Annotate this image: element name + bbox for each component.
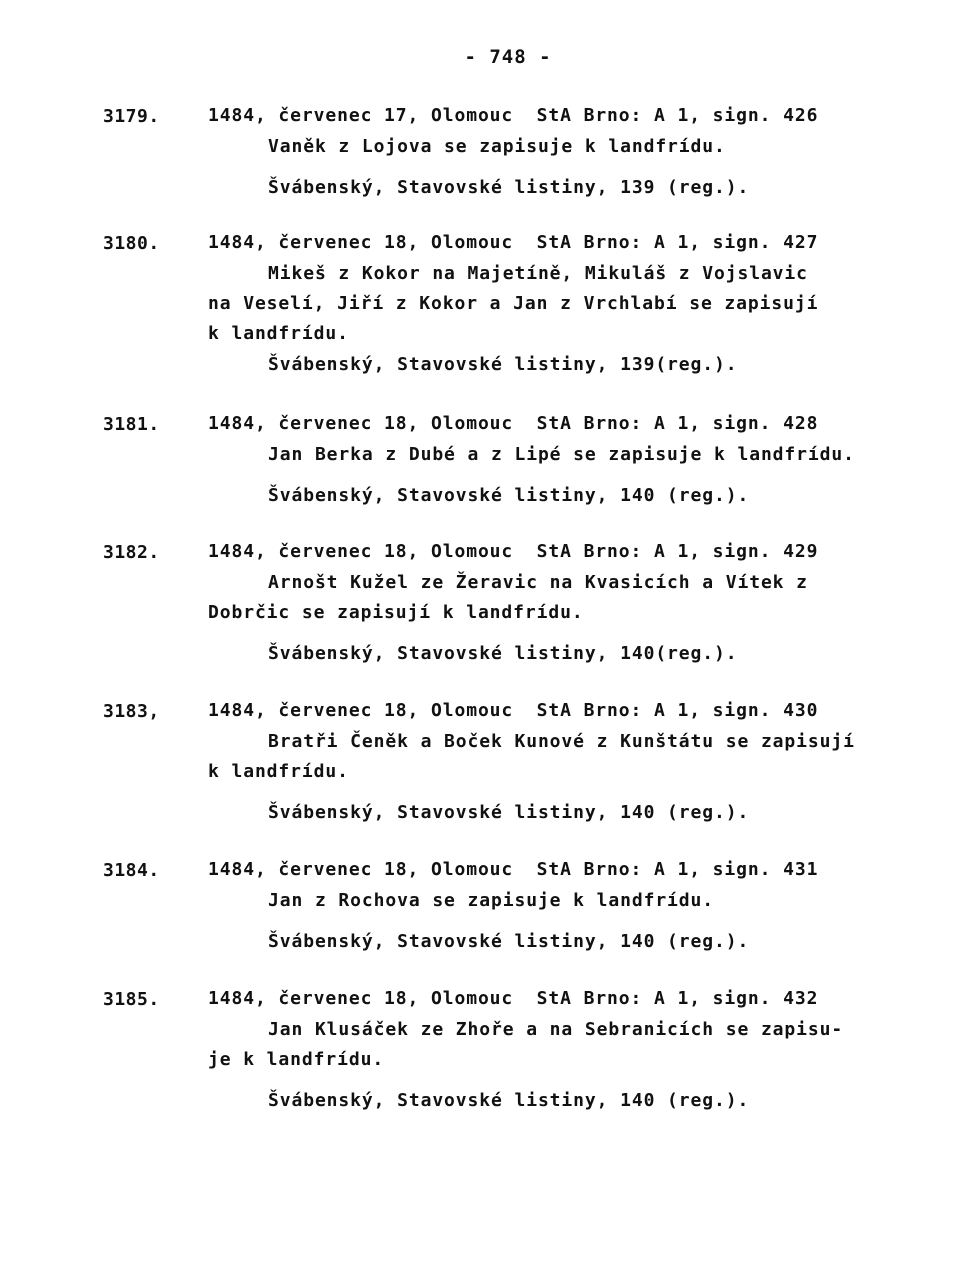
entry-number: 3181. bbox=[103, 414, 160, 435]
entry-header-line: 1484, červenec 18, Olomouc StA Brno: A 1, sign. 429 bbox=[208, 541, 819, 562]
entry-text-line: Mikeš z Kokor na Majetíně, Mikuláš z Vojslavic bbox=[268, 263, 808, 284]
entry-citation: Švábenský, Stavovské listiny, 139(reg.). bbox=[268, 354, 738, 375]
entry-header-line: 1484, červenec 18, Olomouc StA Brno: A 1, sign. 428 bbox=[208, 413, 819, 434]
entry-text-line: Dobrčic se zapisují k landfrídu. bbox=[208, 602, 584, 623]
entry-citation: Švábenský, Stavovské listiny, 140(reg.). bbox=[268, 643, 738, 664]
entry-header-line: 1484, červenec 18, Olomouc StA Brno: A 1, sign. 432 bbox=[208, 988, 819, 1009]
entry-number: 3184. bbox=[103, 860, 160, 881]
entry-text-line: k landfrídu. bbox=[208, 761, 349, 782]
entry-text-line: je k landfrídu. bbox=[208, 1049, 385, 1070]
entry-citation: Švábenský, Stavovské listiny, 140 (reg.). bbox=[268, 802, 750, 823]
entry-text-line: Vaněk z Lojova se zapisuje k landfrídu. bbox=[268, 136, 726, 157]
entry-citation: Švábenský, Stavovské listiny, 139 (reg.). bbox=[268, 177, 750, 198]
entry-number: 3183, bbox=[103, 701, 160, 722]
entry-number: 3179. bbox=[103, 106, 160, 127]
entry-text-line: na Veselí, Jiří z Kokor a Jan z Vrchlabí se zapisují bbox=[208, 293, 819, 314]
entry-header-line: 1484, červenec 18, Olomouc StA Brno: A 1, sign. 427 bbox=[208, 232, 819, 253]
entry-citation: Švábenský, Stavovské listiny, 140 (reg.). bbox=[268, 931, 750, 952]
entry-text-line: Jan Berka z Dubé a z Lipé se zapisuje k landfrídu. bbox=[268, 444, 855, 465]
entry-text-line: Bratři Čeněk a Boček Kunové z Kunštátu se zapisují bbox=[268, 731, 855, 752]
page-number: - 748 - bbox=[464, 46, 552, 68]
entry-number: 3182. bbox=[103, 542, 160, 563]
entry-number: 3185. bbox=[103, 989, 160, 1010]
entry-header-line: 1484, červenec 17, Olomouc StA Brno: A 1, sign. 426 bbox=[208, 105, 819, 126]
entry-header-line: 1484, červenec 18, Olomouc StA Brno: A 1, sign. 431 bbox=[208, 859, 819, 880]
entry-text-line: Jan Klusáček ze Zhoře a na Sebranicích se zapisu- bbox=[268, 1019, 844, 1040]
entry-text-line: k landfrídu. bbox=[208, 323, 349, 344]
entry-text-line: Arnošt Kužel ze Žeravic na Kvasicích a Vítek z bbox=[268, 572, 808, 593]
entry-number: 3180. bbox=[103, 233, 160, 254]
entry-text-line: Jan z Rochova se zapisuje k landfrídu. bbox=[268, 890, 715, 911]
entry-citation: Švábenský, Stavovské listiny, 140 (reg.). bbox=[268, 485, 750, 506]
entry-header-line: 1484, červenec 18, Olomouc StA Brno: A 1, sign. 430 bbox=[208, 700, 819, 721]
entry-citation: Švábenský, Stavovské listiny, 140 (reg.). bbox=[268, 1090, 750, 1111]
